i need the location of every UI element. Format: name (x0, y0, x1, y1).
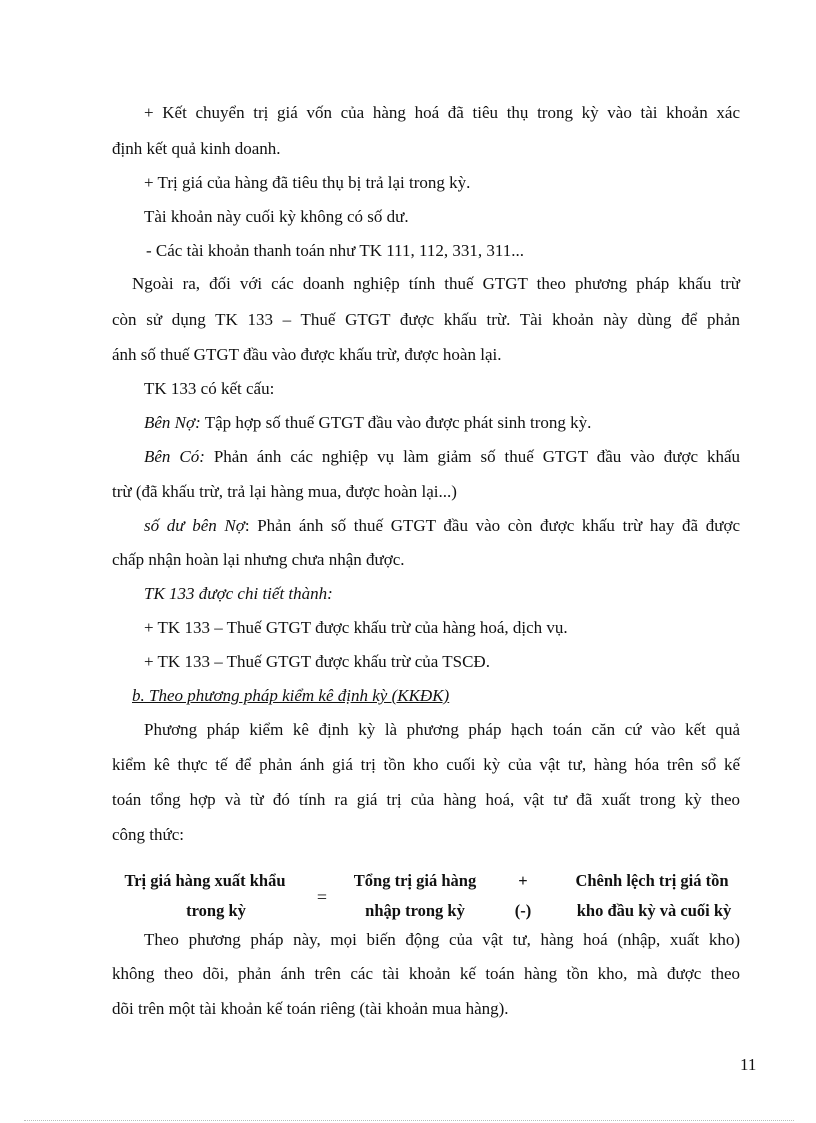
formula-left-line2: trong kỳ (186, 901, 246, 920)
text-line: còn sử dụng TK 133 – Thuế GTGT được khấu trừ. Tài khoản này dùng để phản (112, 310, 740, 329)
text-line: Tài khoản này cuối kỳ không có số dư. (144, 207, 409, 226)
balance-text: : Phản ánh số thuế GTGT đầu vào còn được khấu trừ hay đã được (244, 516, 740, 535)
formula-mid-line2: nhập trong kỳ (365, 901, 465, 920)
text-line: Ngoài ra, đối với các doanh nghiệp tính thuế GTGT theo phương pháp khấu trừ (132, 274, 740, 293)
text-line: + Trị giá của hàng đã tiêu thụ bị trả lại trong kỳ. (144, 173, 471, 192)
debit-side-label: Bên Nợ: (144, 413, 201, 432)
text-line: ánh số thuế GTGT đầu vào được khấu trừ, được hoàn lại. (112, 345, 502, 364)
text-line: Theo phương pháp này, mọi biến động của vật tư, hàng hoá (nhập, xuất kho) (144, 930, 740, 949)
text-line (144, 412, 591, 434)
text-line: + Kết chuyển trị giá vốn của hàng hoá đã tiêu thụ trong kỳ vào tài khoản xác (144, 103, 740, 122)
credit-side-text: Phản ánh các nghiệp vụ làm giảm số thuế GTGT đầu vào được khấu (204, 447, 740, 466)
page-number: 11 (740, 1055, 757, 1074)
text-line (144, 515, 740, 537)
footer-divider (24, 1120, 794, 1121)
text-line: chấp nhận hoàn lại nhưng chưa nhận được. (112, 550, 405, 569)
text-line: - Các tài khoản thanh toán như TK 111, 112, 331, 311... (146, 241, 524, 260)
formula-left-line1: Trị giá hàng xuất khẩu (124, 871, 286, 890)
text-line (144, 446, 740, 468)
section-heading: b. Theo phương pháp kiểm kê định kỳ (KKĐK) (132, 686, 450, 705)
text-line: dõi trên một tài khoản kế toán riêng (tài khoản mua hàng). (112, 999, 509, 1018)
text-line: TK 133 được chi tiết thành: (144, 584, 333, 603)
text-line: công thức: (112, 825, 185, 844)
text-line: trừ (đã khấu trừ, trả lại hàng mua, được hoàn lại...) (112, 482, 457, 501)
formula-right-line2: kho đầu kỳ và cuối kỳ (576, 901, 732, 920)
text-line: + TK 133 – Thuế GTGT được khấu trừ của TSCĐ. (144, 652, 490, 671)
text-line: không theo dõi, phản ánh trên các tài khoản kế toán hàng tồn kho, mà được theo (112, 964, 740, 983)
formula-minus: (-) (514, 901, 532, 920)
formula-right-line1: Chênh lệch trị giá tồn (575, 871, 729, 890)
text-line: toán tổng hợp và từ đó tính ra giá trị của hàng hoá, vật tư đã xuất trong kỳ theo (112, 790, 740, 809)
text-line: kiểm kê thực tế để phản ánh giá trị tồn kho cuối kỳ của vật tư, hàng hóa trên sổ kế (112, 755, 740, 774)
formula-plus: + (518, 871, 528, 890)
formula-equals: = (316, 887, 328, 907)
formula-mid-line1: Tổng trị giá hàng (353, 871, 477, 890)
text-line: TK 133 có kết cấu: (144, 379, 275, 398)
text-line: định kết quả kinh doanh. (112, 139, 281, 158)
text-line: + TK 133 – Thuế GTGT được khấu trừ của hàng hoá, dịch vụ. (144, 618, 568, 637)
credit-side-label: Bên Có: (144, 447, 205, 466)
debit-side-text: Tập hợp số thuế GTGT đầu vào được phát sinh trong kỳ. (200, 413, 592, 432)
balance-label: số dư bên Nợ (144, 516, 245, 535)
text-line: Phương pháp kiểm kê định kỳ là phương pháp hạch toán căn cứ vào kết quả (144, 720, 740, 739)
